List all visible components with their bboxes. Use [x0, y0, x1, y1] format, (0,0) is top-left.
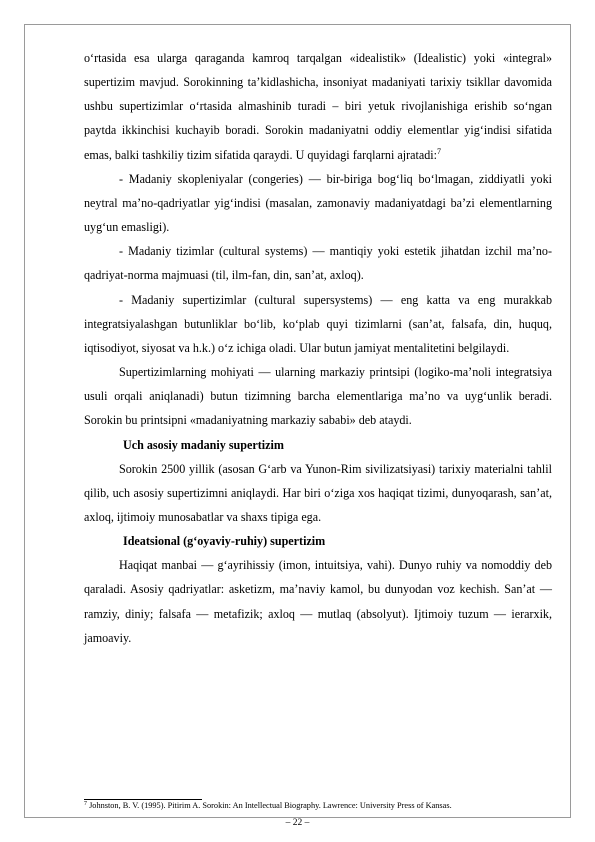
paragraph-cultural-systems: - Madaniy tizimlar (cultural systems) — mantiqiy yoki estetik jihatdan izchil ma’no-qadriyat-norma majmuasi (til, ilm-fan, din, san’at, axloq).	[84, 244, 552, 283]
footnote-text: Johnston, B. V. (1995). Pitirim A. Sorokin: An Intellectual Biography. Lawrence: University Press of Kansas.	[89, 801, 452, 810]
paragraph-essence: Supertizimlarning mohiyati — ularning markaziy printsipi (logiko-ma’noli integratsiya usuli orqali aniqlanadi) butun tizimning barcha elementlariga ma’no va uyg‘unlik beradi. Sorokin bu printsipni «madaniyatning markaziy sababi» deb ataydi.	[84, 365, 552, 428]
paragraph-intro: o‘rtasida esa ularga qaraganda kamroq tarqalgan «idealistik» (Idealistic) yoki «integral» supertizim mavjud. Sorokinning ta’kidlashicha, insoniyat madaniyati tarixiy tsikllar davomida ushbu supertizimlar o‘rtasida almashinib turadi – biri yetuk rivojlanishiga erishib so‘ngan paytda ikkinchisi kuchayib boradi. Sorokin madaniyatni oddiy elementlar yig‘indisi sifatida emas, balki tashkiliy tizim sifatida qaraydi. U quyidagi farqlarni ajratadi:$^7$	[84, 51, 552, 162]
section-heading: Uch asosiy madaniy supertizim	[123, 437, 284, 452]
paragraph-supersystems: - Madaniy supertizimlar (cultural supersystems) — eng katta va eng murakkab integratsiyalashgan butunliklar bo‘lib, ko‘plab quyi tizimlarni (san’at, falsafa, din, huquq, iqtisodiyot, siyosat va h.k.) o‘z ichiga oladi. Ular butun jamiyat mentalitetini belgilaydi.	[84, 292, 552, 355]
page-number: – 22 –	[285, 818, 310, 828]
body-text	[84, 46, 552, 650]
subsection-heading: Ideatsional (g‘oyaviy-ruhiy) supertizim	[123, 534, 326, 549]
paragraph-ideational: Haqiqat manbai — g‘ayrihissiy (imon, intuitsiya, vahi). Dunyo ruhiy va nomoddiy deb qaraladi. Asosiy qadriyatlar: asketizm, ma’naviy kamol, bu dunyodan voz kechish. San’at — ramziy, diniy; falsafa — metafizik; axloq — mutlaq (absolyut). Ijtimoiy tuzum — ierarxik, jamoaviy.	[84, 558, 552, 645]
footnote	[84, 800, 552, 812]
paragraph-three-systems: Sorokin 2500 yillik (asosan G‘arb va Yunon-Rim sivilizatsiyasi) tarixiy materialni tahlil qilib, uch asosiy supertizimni aniqlaydi. Har biri o‘ziga xos haqiqat tizimi, dunyoqarash, san’at, axloq, ijtimoiy munosabatlar va shaxs tipiga ega.	[84, 461, 552, 524]
footnote-ref[interactable]: 7	[436, 146, 441, 156]
paragraph-congeries: - Madaniy skopleniyalar (congeries) — bir-biriga bog‘liq bo‘lmagan, ziddiyatli yoki neytral ma’no-qadriyatlar yig‘indisi (masalan, zamonaviy madaniyatdagi ba’zi elementlarning uyg‘un emasligi).	[84, 171, 552, 235]
footnote-number: 7	[84, 801, 87, 807]
